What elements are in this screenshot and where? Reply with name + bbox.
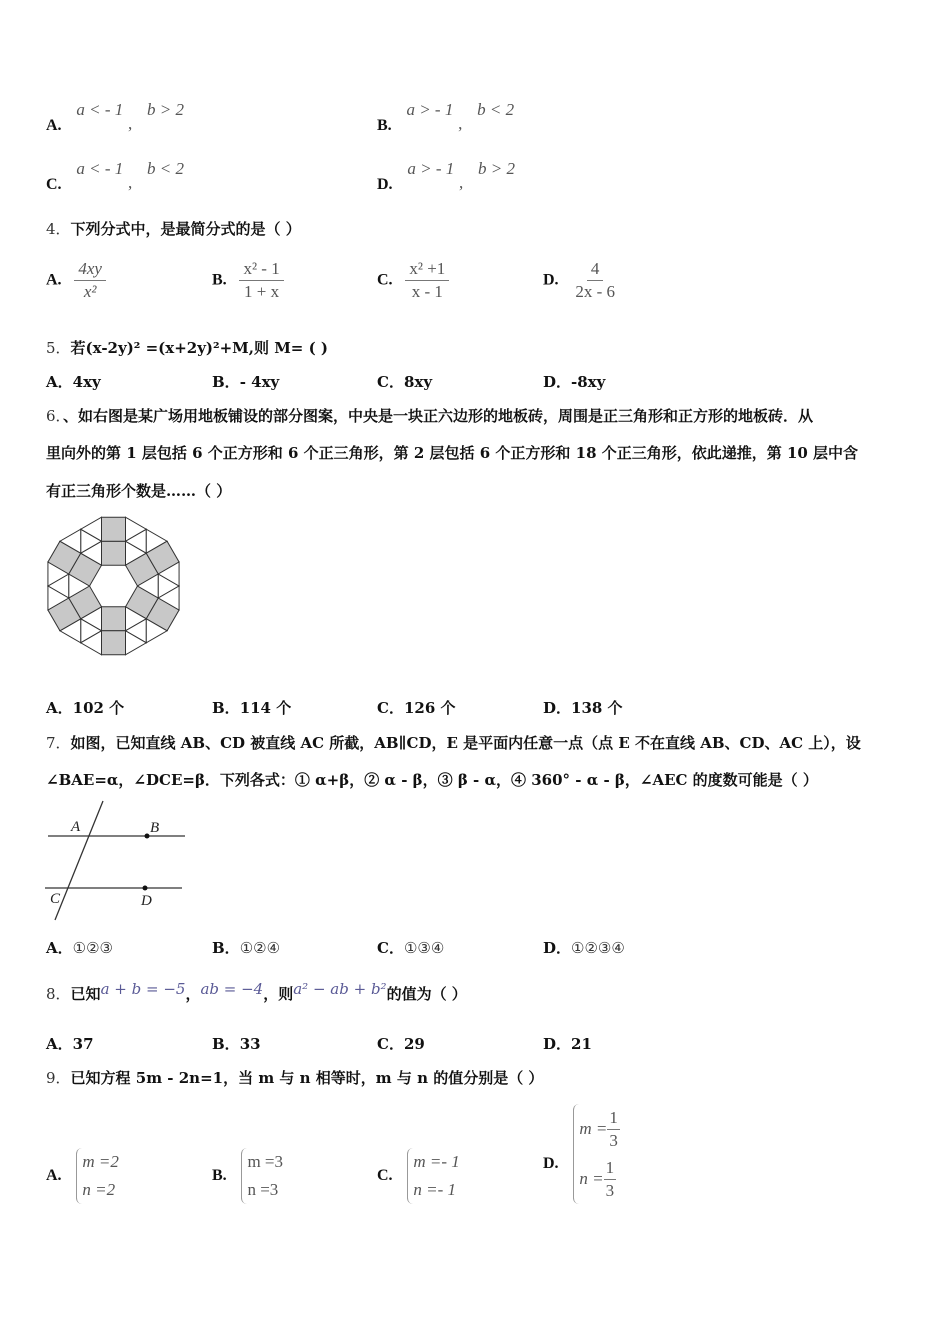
q6-option-c[interactable]: [377, 698, 456, 718]
option-value: 8xy: [403, 373, 433, 391]
q4-option-c[interactable]: [377, 258, 449, 303]
question-number: 5．: [46, 339, 71, 357]
question-text: 已知方程 5m - 2n=1，当 m 与 n 相等时，m 与 n 的值分别是（ ）: [70, 1069, 544, 1087]
fraction: [604, 1157, 617, 1202]
q7-question-line-2: ∠BAE=α，∠DCE=β．下列各式：① α+β，② α - β，③ β - α，④ 360° - α - β，∠AEC 的度数可能是（ ）: [46, 771, 818, 789]
option-label: C．: [377, 373, 404, 391]
separator: ,: [459, 173, 464, 192]
option-label: A.: [46, 117, 62, 134]
question-text: 下列分式中，是最简分式的是（ ）: [70, 220, 301, 238]
option-label: B．: [212, 939, 240, 957]
option-value: 33: [239, 1035, 261, 1053]
parallel-lines-figure: [0, 0, 200, 930]
q4-option-b[interactable]: [212, 258, 284, 303]
option-value: 138 个: [571, 699, 623, 717]
option-label: D.: [377, 176, 393, 193]
fraction: [405, 258, 449, 303]
option-value: 4xy: [72, 373, 101, 391]
q8-option-a[interactable]: [46, 1034, 94, 1054]
expression-product: ab = −4: [200, 980, 264, 998]
option-label: A．: [46, 939, 73, 957]
denominator: x - 1: [411, 282, 443, 301]
fraction: [239, 258, 283, 303]
option-value: 102 个: [72, 699, 125, 717]
condition-a: a > - 1: [406, 100, 454, 119]
option-label: B．: [212, 699, 240, 717]
equation-n: n =2: [82, 1180, 116, 1199]
numerator: x² - 1: [239, 258, 283, 281]
q5-option-b[interactable]: [212, 372, 279, 392]
q7-option-d[interactable]: [543, 938, 625, 958]
numerator: x² +1: [405, 258, 449, 281]
equation-system: [241, 1148, 283, 1204]
denominator: 1 + x: [244, 282, 280, 301]
question-text: 若(x-2y)² =(x+2y)²+M,则 M= ( ): [70, 339, 329, 357]
equation-system: [76, 1148, 119, 1204]
point-b: [145, 834, 150, 839]
question-text-pre: 已知: [70, 985, 101, 1003]
denominator: 2x - 6: [575, 282, 616, 301]
equation-m: [579, 1104, 620, 1154]
point-d: [143, 886, 148, 891]
option-label: C.: [377, 271, 393, 289]
option-label: D．: [543, 939, 572, 957]
denominator: 3: [609, 1130, 618, 1150]
option-label: B．: [212, 373, 240, 391]
option-label: A.: [46, 271, 62, 289]
question-number: 8．: [46, 985, 71, 1003]
option-value: 114 个: [239, 699, 292, 717]
option-label: C．: [377, 939, 404, 957]
option-value: - 4xy: [239, 373, 280, 391]
option-label: B.: [377, 117, 392, 134]
question-text: 、如右图是某广场用地板铺设的部分图案，中央是一块正六边形的地板砖，周围是正三角形和正方形的地板砖．从: [63, 407, 814, 425]
option-label: C．: [377, 699, 404, 717]
numerator: 1: [607, 1107, 620, 1130]
q9-option-c[interactable]: [377, 1148, 460, 1204]
q8-option-b[interactable]: [212, 1034, 261, 1054]
question-text-post: 的值为（ ）: [386, 985, 467, 1003]
expression-target: a² − ab + b²: [293, 980, 387, 998]
fraction: [607, 1107, 620, 1152]
option-label: D.: [543, 271, 559, 289]
option-label: D.: [543, 1155, 559, 1172]
option-label: C.: [377, 1167, 393, 1184]
numerator: 4: [587, 258, 604, 281]
condition-a: a < - 1: [76, 159, 124, 178]
q3-option-d[interactable]: [377, 159, 516, 193]
q9-option-a[interactable]: [46, 1148, 119, 1204]
equation-n: n =3: [247, 1180, 279, 1199]
option-label: A．: [46, 699, 73, 717]
option-label: B.: [212, 1167, 227, 1184]
question-number: 9．: [46, 1069, 71, 1087]
q7-option-b[interactable]: [212, 938, 280, 958]
label-b: B: [150, 820, 160, 836]
option-label: A．: [46, 1035, 73, 1053]
option-value: 37: [72, 1035, 94, 1053]
q8-option-c[interactable]: [377, 1034, 425, 1054]
fraction: [571, 258, 619, 303]
condition-b: b > 2: [147, 100, 185, 119]
option-label: B.: [212, 271, 227, 289]
option-value: -8xy: [571, 373, 606, 391]
q7-option-a[interactable]: [46, 938, 113, 958]
q7-option-c[interactable]: [377, 938, 444, 958]
option-value: 29: [403, 1035, 425, 1053]
condition-a: a < - 1: [76, 100, 124, 119]
q3-option-b[interactable]: [377, 100, 515, 134]
condition-b: b < 2: [147, 159, 185, 178]
label-c: C: [50, 891, 61, 907]
option-label: B．: [212, 1035, 240, 1053]
q6-question-line-2: 里向外的第 1 层包括 6 个正方形和 6 个正三角形，第 2 层包括 6 个正方形和 18 个正三角形，依此递推，第 10 层中含: [46, 444, 859, 462]
q6-option-d[interactable]: [543, 698, 623, 718]
option-label: D．: [543, 699, 572, 717]
option-value: ①③④: [403, 939, 445, 957]
equation-system: [407, 1148, 459, 1204]
numerator: 4xy: [74, 258, 106, 281]
question-number: 7．: [46, 734, 71, 752]
q8-question: [46, 980, 467, 1004]
option-label: C．: [377, 1035, 404, 1053]
equation-n-lhs: n =: [579, 1169, 604, 1188]
q4-option-d[interactable]: [543, 258, 619, 303]
numerator: 1: [604, 1157, 617, 1180]
q9-option-d[interactable]: [543, 1104, 620, 1204]
label-a: A: [71, 819, 81, 835]
option-value: 126 个: [403, 699, 456, 717]
option-label: A.: [46, 1167, 62, 1184]
condition-b: b < 2: [477, 100, 515, 119]
option-label: C.: [46, 176, 62, 193]
q6-option-b[interactable]: [212, 698, 291, 718]
question-number: 4．: [46, 220, 71, 238]
separator: ,: [128, 114, 133, 133]
denominator: 3: [605, 1180, 615, 1200]
q8-option-d[interactable]: [543, 1034, 592, 1054]
option-value: 21: [571, 1035, 592, 1053]
q9-option-b[interactable]: [212, 1148, 283, 1204]
option-label: D．: [543, 373, 572, 391]
expression-sum: a + b = −5: [100, 980, 186, 998]
option-value: ①②③④: [571, 939, 625, 957]
condition-b: b > 2: [478, 159, 516, 178]
q5-option-c[interactable]: [377, 372, 432, 392]
equation-m: m =3: [247, 1152, 284, 1171]
denominator: x²: [83, 282, 97, 301]
question-text-mid: ，则: [263, 985, 294, 1003]
q9-question: [46, 1068, 543, 1088]
question-text: 如图，已知直线 AB、CD 被直线 AC 所截，AB∥CD，E 是平面内任意一点（点 E 不在直线 AB、CD、AC 上），设: [70, 734, 861, 752]
equation-n: n =- 1: [413, 1180, 456, 1199]
equation-m-lhs: m =: [579, 1119, 608, 1138]
label-d: D: [141, 893, 152, 909]
equation-m: m =2: [82, 1152, 119, 1171]
option-value: ①②③: [72, 939, 113, 957]
option-value: ①②④: [239, 939, 281, 957]
option-label: D．: [543, 1035, 572, 1053]
separator: ,: [458, 114, 463, 133]
option-label: A．: [46, 373, 73, 391]
separator: ，: [185, 985, 201, 1003]
separator: ,: [128, 173, 133, 192]
q6-question-line-3: 有正三角形个数是……（ ）: [46, 482, 232, 500]
question-number: 6．: [46, 407, 64, 425]
equation-system: [573, 1104, 620, 1204]
equation-m: m =- 1: [413, 1152, 460, 1171]
condition-a: a > - 1: [407, 159, 455, 178]
q5-option-d[interactable]: [543, 372, 605, 392]
equation-n: [579, 1154, 620, 1204]
